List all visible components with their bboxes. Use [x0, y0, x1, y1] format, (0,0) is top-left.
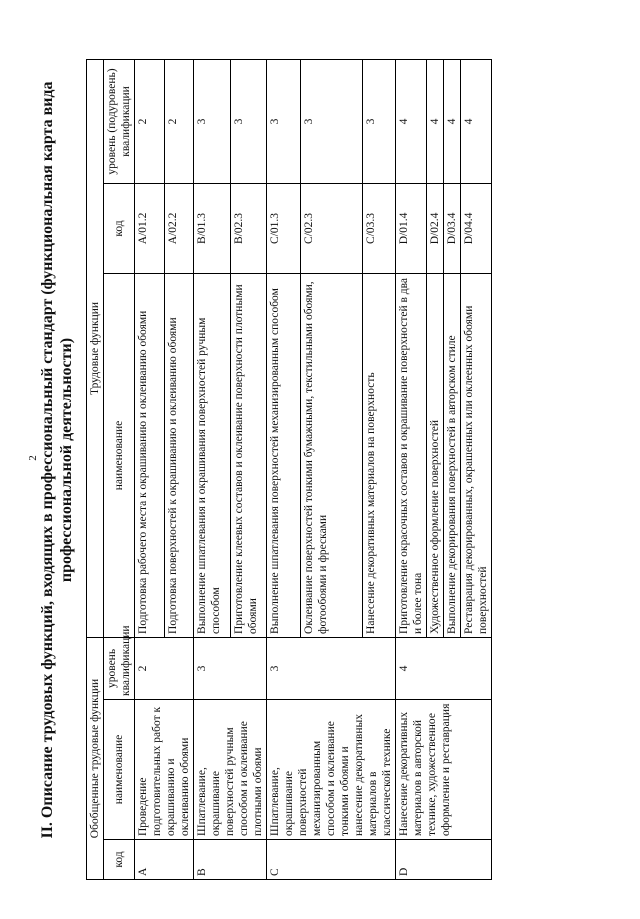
tf-level-cell: 3 — [267, 59, 301, 183]
gtf-level-cell: 3 — [267, 637, 396, 699]
tf-name-cell: Реставрация декорированных, окрашенных или оклеенных обоями поверхностей — [461, 273, 492, 637]
gtf-name-cell: Проведение подготовительных работ к окрашиванию и оклеиванию обоями — [135, 700, 194, 840]
tf-level-cell: 4 — [396, 59, 427, 183]
gtf-level-cell: 2 — [135, 637, 194, 699]
tf-level-cell: 3 — [300, 59, 362, 183]
tf-level-cell: 4 — [427, 59, 444, 183]
table-column-header-row — [104, 59, 135, 879]
tf-code-cell: A/02.2 — [164, 183, 194, 273]
tf-level-cell: 3 — [194, 59, 231, 183]
tf-name-cell: Оклеивание поверхностей тонкими бумажными, текстильными обоями, фотообоями и фресками — [300, 273, 362, 637]
col-header-tf-level: уровень (подуровень) квалификации — [104, 59, 135, 183]
tf-name-cell: Выполнение декорирования поверхностей в авторском стиле — [444, 273, 461, 637]
gtf-name-cell: Шпатлевание, окрашивание поверхностей механизированным способом и оклеивание тонкими обоями и нанесение декоративных материалов в классической технике — [267, 700, 396, 840]
gtf-code-cell: B — [194, 840, 267, 880]
functional-map-table — [86, 59, 492, 880]
tf-name-cell: Приготовление клеевых составов и оклеивание поверхности плотными обоями — [230, 273, 267, 637]
tf-level-cell: 3 — [230, 59, 267, 183]
tf-code-cell: A/01.2 — [135, 183, 165, 273]
tf-code-cell: D/02.4 — [427, 183, 444, 273]
table-group-header-row — [87, 59, 104, 879]
tf-code-cell: C/03.3 — [362, 183, 396, 273]
col-header-tf-name: наименование — [104, 273, 135, 637]
tf-code-cell: D/04.4 — [461, 183, 492, 273]
table-row — [135, 59, 165, 879]
tf-code-cell: B/02.3 — [230, 183, 267, 273]
tf-code-cell: D/01.4 — [396, 183, 427, 273]
tf-code-cell: B/01.3 — [194, 183, 231, 273]
tf-name-cell: Выполнение шпатлевания поверхностей механизированным способом — [267, 273, 301, 637]
tf-code-cell: D/03.4 — [444, 183, 461, 273]
rotated-page-content — [30, 40, 640, 880]
gtf-code-cell: D — [396, 840, 492, 880]
tf-level-cell: 2 — [164, 59, 194, 183]
gtf-name-cell: Нанесение декоративных материалов в авторской технике, художественное оформление и реставрация — [396, 700, 492, 840]
functional-map-table-wrapper — [86, 60, 492, 880]
tf-name-cell: Подготовка поверхностей к окрашиванию и оклеиванию обоями — [164, 273, 194, 637]
tf-level-cell: 3 — [362, 59, 396, 183]
gtf-code-cell: A — [135, 840, 194, 880]
table-body — [135, 59, 492, 879]
table-row — [194, 59, 231, 879]
tf-name-cell: Приготовление окрасочных составов и окрашивание поверхностей в два и более тона — [396, 273, 427, 637]
table-row — [267, 59, 301, 879]
col-header-code: код — [104, 840, 135, 880]
tf-name-cell: Нанесение декоративных материалов на поверхность — [362, 273, 396, 637]
gtf-level-cell: 3 — [194, 637, 267, 699]
tf-name-cell: Выполнение шпатлевания и окрашивания поверхностей ручным способом — [194, 273, 231, 637]
section-heading-line-1: II. Описание трудовых функций, входящих в профессиональный стандарт (функциональная карта вида — [39, 81, 56, 839]
tf-name-cell: Художественное оформление поверхностей — [427, 273, 444, 637]
tf-level-cell: 4 — [461, 59, 492, 183]
section-heading-line-2: профессиональной деятельности) — [58, 337, 76, 583]
section-heading — [30, 40, 86, 880]
table-row — [396, 59, 427, 879]
tf-level-cell: 2 — [135, 59, 165, 183]
page-number: 2 — [26, 455, 39, 461]
col-header-name: наименование — [104, 700, 135, 840]
gtf-code-cell: C — [267, 840, 396, 880]
tf-code-cell: C/01.3 — [267, 183, 301, 273]
tf-name-cell: Подготовка рабочего места к окрашиванию и оклеиванию обоями — [135, 273, 165, 637]
gtf-level-cell: 4 — [396, 637, 492, 699]
labor-functions-header: Трудовые функции — [87, 59, 104, 637]
tf-code-cell: C/02.3 — [300, 183, 362, 273]
col-header-qual-level: уровень квалификации — [104, 637, 135, 699]
generalized-functions-header: Обобщенные трудовые функции — [87, 637, 104, 879]
tf-level-cell: 4 — [444, 59, 461, 183]
gtf-name-cell: Шпатлевание, окрашивание поверхностей ручным способом и оклеивание плотными обоями — [194, 700, 267, 840]
col-header-tf-code: код — [104, 183, 135, 273]
